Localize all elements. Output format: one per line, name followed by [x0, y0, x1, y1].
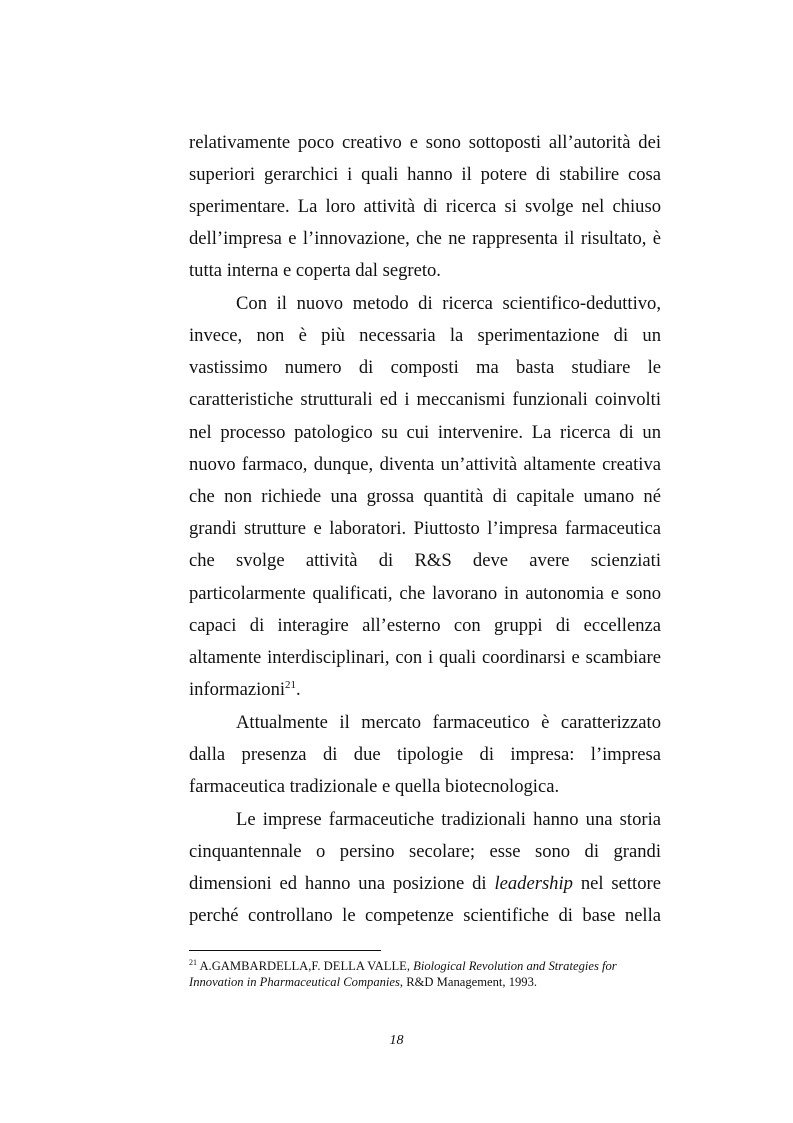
paragraph-2-line-9: che svolge attività di R&S deve avere scienziati: [189, 550, 661, 571]
paragraph-4-line-3-end: nel settore: [580, 873, 661, 894]
paragraph-4-line-3: [189, 873, 661, 895]
paragraph-2-line-5: nel processo patologico su cui intervenire. La ricerca di un: [189, 422, 661, 443]
footnote-title-part1: Biological Revolution and Strategies for: [413, 959, 617, 973]
paragraph-4-line-3-text: dimensioni ed hanno una posizione di: [189, 873, 487, 894]
paragraph-2-line-4: caratteristiche strutturali ed i meccanismi funzionali coinvolti: [189, 389, 661, 410]
paragraph-3-line-3: farmaceutica tradizionale e quella biotecnologica.: [189, 776, 560, 797]
footnote-reference[interactable]: 21: [285, 679, 297, 691]
footnote-divider: [189, 950, 381, 951]
paragraph-3-line-1: Attualmente il mercato farmaceutico è caratterizzato: [236, 712, 661, 733]
sentence-period: .: [296, 679, 301, 700]
page-number: 18: [389, 1033, 404, 1048]
paragraph-1-line-3: sperimentare. La loro attività di ricerca si svolge nel chiuso: [189, 196, 661, 217]
footnote-authors: A.GAMBARDELLA,F. DELLA VALLE,: [197, 959, 414, 973]
paragraph-1-line-5: tutta interna e coperta dal segreto.: [189, 260, 441, 281]
paragraph-1-line-2: superiori gerarchici i quali hanno il potere di stabilire cosa: [189, 164, 661, 185]
paragraph-2-line-10: particolarmente qualificati, che lavorano in autonomia e sono: [189, 583, 661, 604]
footnote-line-1: [189, 958, 617, 974]
footnote-line-2: [189, 974, 537, 990]
paragraph-3-line-2: dalla presenza di due tipologie di impresa: l’impresa: [189, 744, 661, 765]
paragraph-2-line-7: che non richiede una grossa quantità di capitale umano né: [189, 486, 661, 507]
paragraph-4-line-1: Le imprese farmaceutiche tradizionali hanno una storia: [236, 809, 661, 830]
paragraph-2-line-6: nuovo farmaco, dunque, diventa un’attività altamente creativa: [189, 454, 661, 475]
paragraph-2-line-8: grandi strutture e laboratori. Piuttosto l’impresa farmaceutica: [189, 518, 661, 539]
paragraph-4-line-2: cinquantennale o persino secolare; esse sono di grandi: [189, 841, 661, 862]
paragraph-2-line-12: altamente interdisciplinari, con i quali coordinarsi e scambiare: [189, 647, 661, 668]
footnote-number: 21: [189, 958, 197, 967]
italic-term: leadership: [494, 873, 573, 894]
paragraph-1-line-4: dell’impresa e l’innovazione, che ne rappresenta il risultato, è: [189, 228, 661, 249]
paragraph-2-line-13-text: informazioni: [189, 679, 286, 700]
paragraph-1-line-1: relativamente poco creativo e sono sottoposti all’autorità dei: [189, 132, 661, 153]
paragraph-2-line-1: Con il nuovo metodo di ricerca scientifico-deduttivo,: [236, 293, 661, 314]
footnote-publication: , R&D Management, 1993.: [399, 975, 538, 989]
footnote-title-part2: Innovation in Pharmaceutical Companies: [189, 975, 400, 989]
paragraph-4-line-4: perché controllano le competenze scientifiche di base nella: [189, 905, 661, 926]
paragraph-2-line-2: invece, non è più necessaria la sperimentazione di un: [189, 325, 661, 346]
paragraph-2-line-11: capaci di interagire all’esterno con gruppi di eccellenza: [189, 615, 661, 636]
paragraph-2-line-3: vastissimo numero di composti ma basta studiare le: [189, 357, 661, 378]
paragraph-2-line-13: [189, 679, 661, 701]
